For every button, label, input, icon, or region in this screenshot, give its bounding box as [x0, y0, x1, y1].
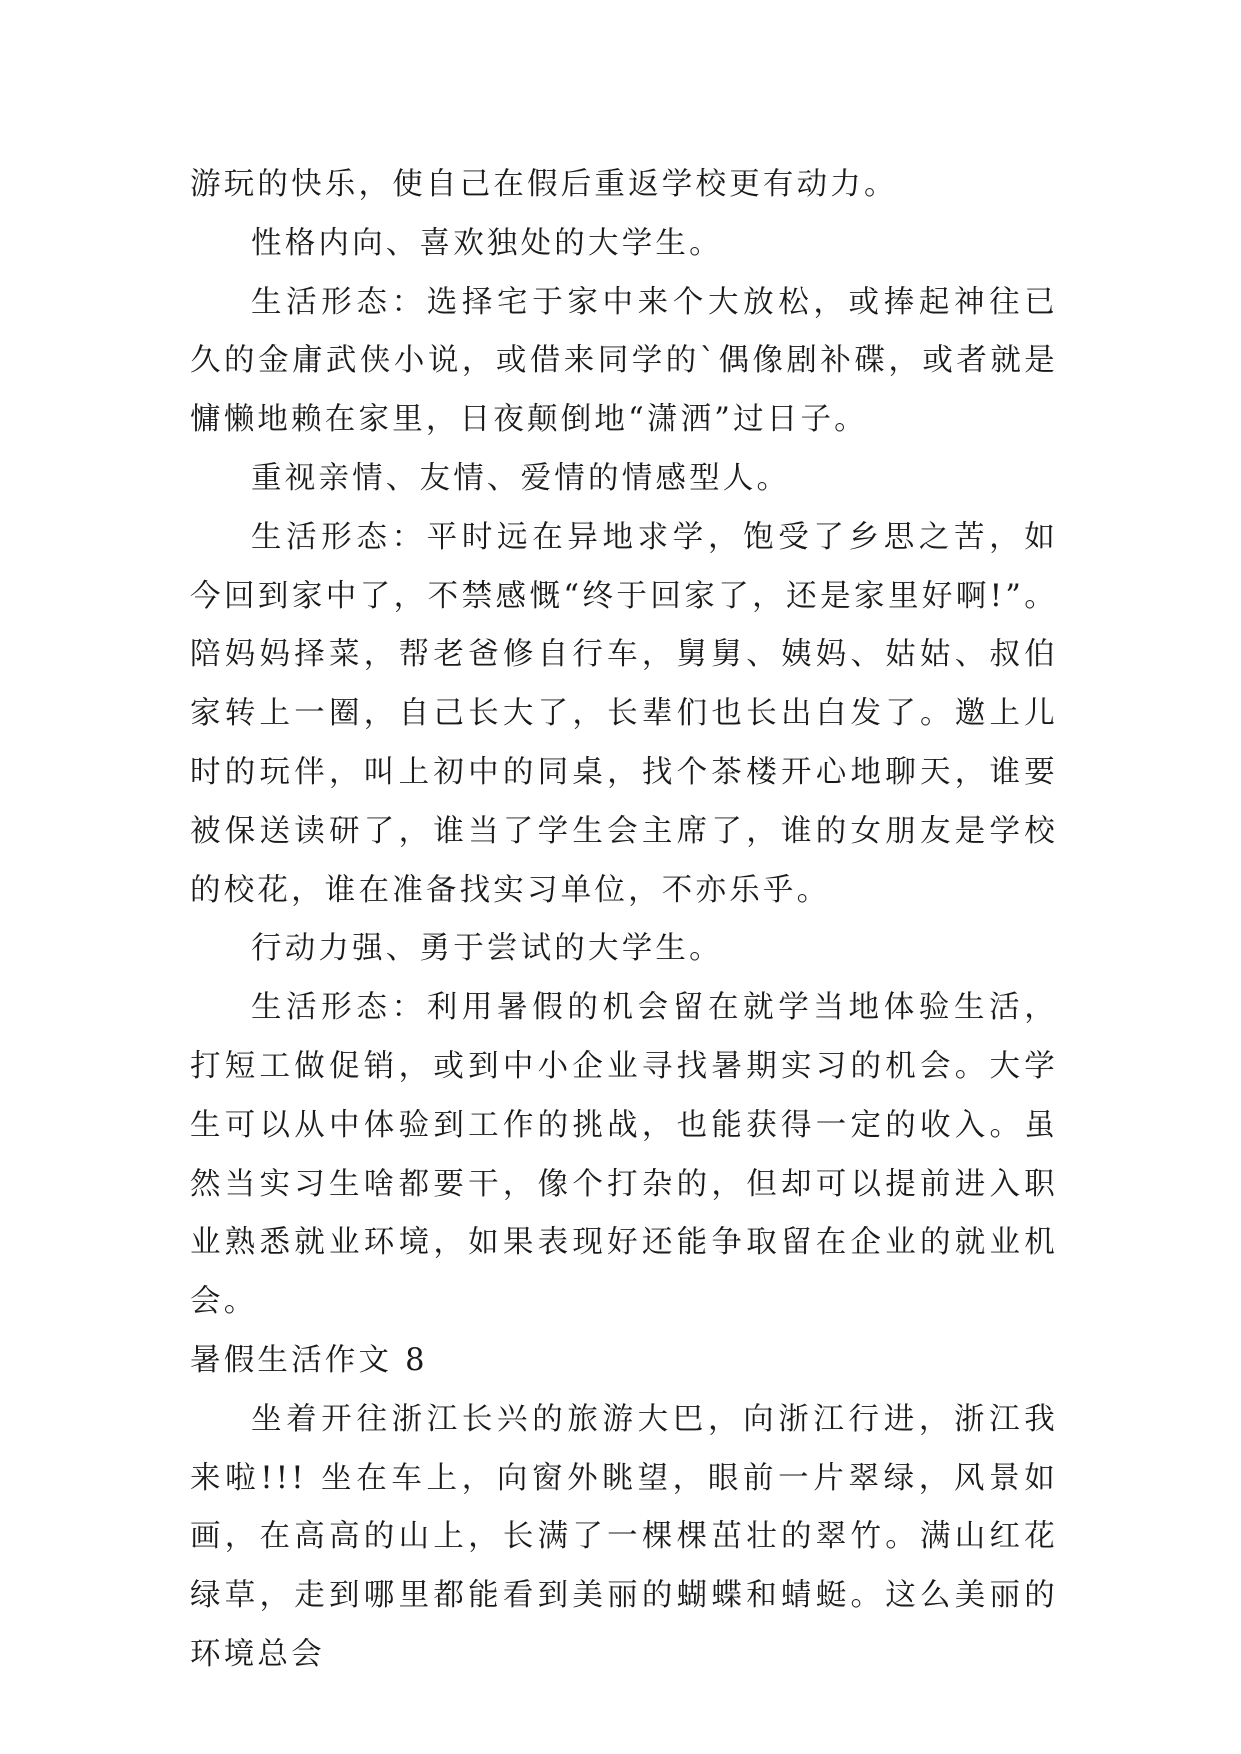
paragraph-2: 性格内向、喜欢独处的大学生。 [251, 225, 723, 261]
paragraph-4: 重视亲情、友情、爱情的情感型人。 [251, 460, 791, 496]
paragraph-6: 行动力强、勇于尝试的大学生。 [251, 931, 723, 967]
paragraph-3: 生活形态：选择宅于家中来个大放松，或捧起神往已久的金庸武侠小说，或借来同学的`偶像剧补碟，或者就是慵懒地赖在家里，日夜颠倒地“潇洒”过日子。 [190, 284, 1058, 438]
paragraph-7: 生活形态：利用暑假的机会留在就学当地体验生活，打短工做促销，或到中小企业寻找暑期实习的机会。大学生可以从中体验到工作的挑战，也能获得一定的收入。虽然当实习生啥都要干，像个打杂的，但却可以提前进入职业熟悉就业环境，如果表现好还能争取留在企业的就业机会。 [190, 990, 1058, 1320]
section-title: 暑假生活作文 8 [190, 1342, 428, 1378]
section-paragraph-1: 坐着开往浙江长兴的旅游大巴，向浙江行进，浙江我来啦!!! 坐在车上，向窗外眺望，眼前一片翠绿，风景如画，在高高的山上，长满了一棵棵茁壮的翠竹。满山红花绿草，走到哪里都能看到美丽的蝴蝶和蜻蜓。这么美丽的环境总会 [190, 1401, 1058, 1672]
paragraph-5: 生活形态：平时远在异地求学，饱受了乡思之苦，如今回到家中了，不禁感慨“终于回家了，还是家里好啊!”。陪妈妈择菜，帮老爸修自行车，舅舅、姨妈、姑姑、叔伯家转上一圈，自己长大了，长辈们也长出白发了。邀上儿时的玩伴，叫上初中的同桌，找个茶楼开心地聊天，谁要被保送读研了，谁当了学生会主席了，谁的女朋友是学校的校花，谁在准备找实习单位，不亦乐乎。 [190, 519, 1058, 908]
paragraph-1: 游玩的快乐，使自己在假后重返学校更有动力。 [190, 167, 898, 202]
document-body [190, 156, 1058, 1685]
